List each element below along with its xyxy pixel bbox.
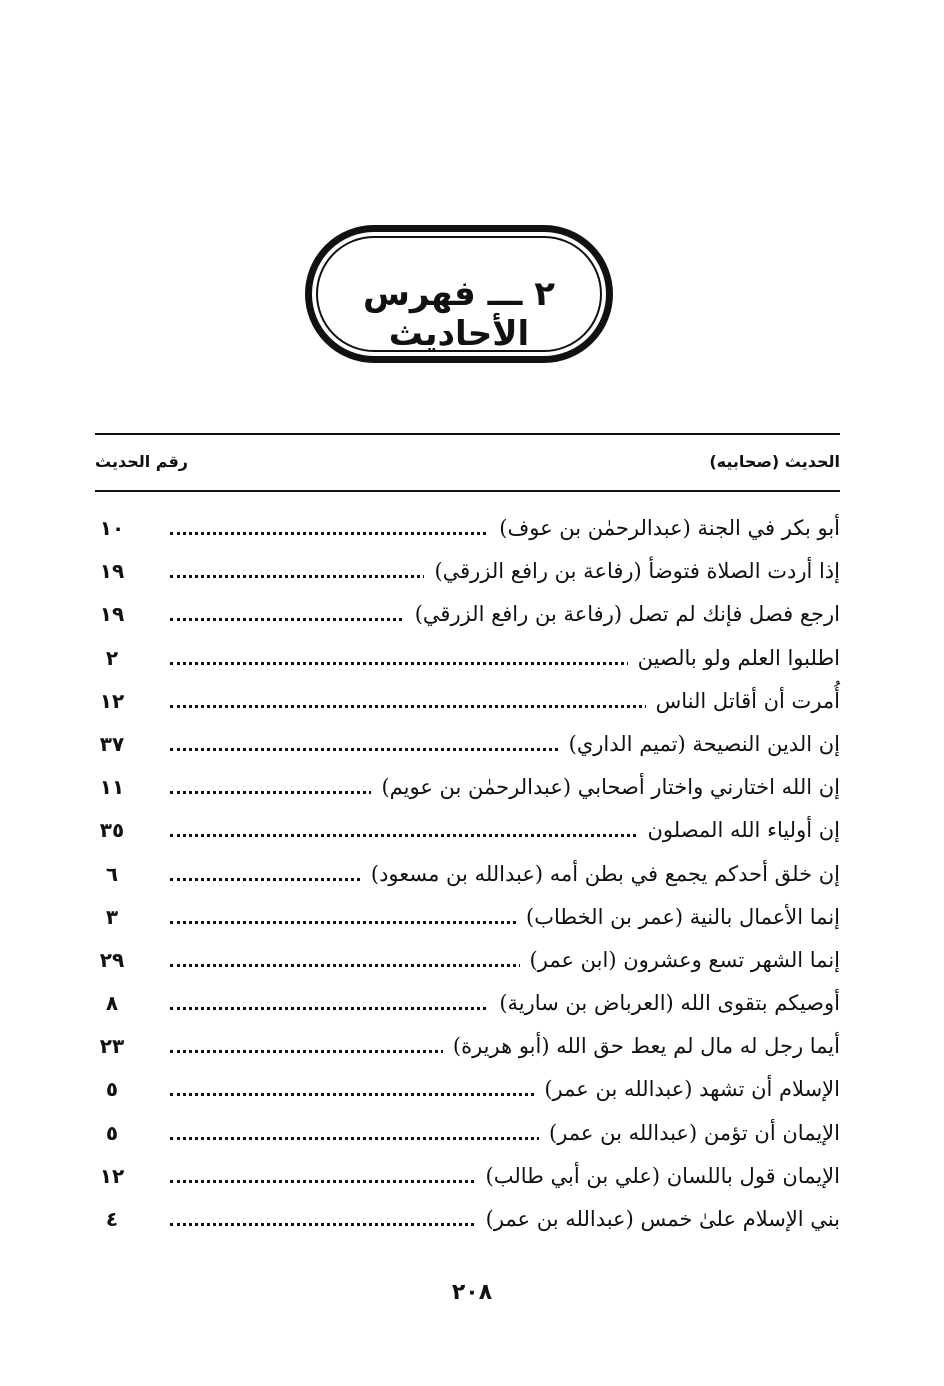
list-item xyxy=(95,726,840,769)
list-item xyxy=(95,1158,840,1201)
hadith-text: الإيمان أن تؤمن (عبدالله بن عمر) xyxy=(539,1121,840,1145)
list-item xyxy=(95,596,840,639)
hadith-text: إن أولياء الله المصلون xyxy=(637,818,840,842)
page-number: ٢٠٨ xyxy=(451,1280,493,1305)
chapter-title-frame xyxy=(305,225,613,363)
hadith-text: أوصيكم بتقوى الله (العرباض بن سارية) xyxy=(489,991,840,1015)
hadith-number: ٣ xyxy=(105,904,119,929)
list-item xyxy=(95,1201,840,1244)
hadith-text: إن خلق أحدكم يجمع في بطن أمه (عبدالله بن مسعود) xyxy=(361,862,840,886)
chapter-title: ٢ ـــ فهرس الأحاديث xyxy=(362,274,556,354)
index-header xyxy=(95,452,840,482)
hadith-text: أُمرت أن أقاتل الناس xyxy=(646,689,840,713)
hadith-number: ٤ xyxy=(105,1207,119,1231)
hadith-text: أيما رجل له مال لم يعط حق الله (أبو هريرة) xyxy=(443,1034,840,1058)
list-item xyxy=(95,1028,840,1071)
hadith-number: ٨ xyxy=(105,991,119,1016)
hadith-text: الإسلام أن تشهد (عبدالله بن عمر) xyxy=(534,1077,840,1101)
hadith-text: أبو بكر في الجنة (عبدالرحمٰن بن عوف) xyxy=(489,516,840,540)
list-item xyxy=(95,510,840,553)
hadith-number: ٥ xyxy=(105,1120,119,1145)
hadith-number: ١٢ xyxy=(99,688,125,713)
header-rule xyxy=(95,490,840,492)
top-rule xyxy=(95,433,840,435)
hadith-number: ١٩ xyxy=(99,559,125,584)
hadith-number: ٣٥ xyxy=(99,818,125,843)
list-item xyxy=(95,856,840,899)
list-item xyxy=(95,769,840,812)
list-item xyxy=(95,1071,840,1114)
hadith-text: إنما الأعمال بالنية (عمر بن الخطاب) xyxy=(516,905,840,929)
list-item xyxy=(95,1115,840,1158)
number-column-header: رقم الحديث xyxy=(95,452,189,471)
hadith-text: إذا أردت الصلاة فتوضأ (رفاعة بن رافع الزرقي) xyxy=(424,559,840,583)
hadith-text: إنما الشهر تسع وعشرون (ابن عمر) xyxy=(520,948,840,972)
list-item xyxy=(95,985,840,1028)
list-item xyxy=(95,553,840,596)
hadith-number: ١٩ xyxy=(99,602,125,627)
hadith-text: إن الدين النصيحة (تميم الداري) xyxy=(559,732,840,756)
hadith-number: ٣٧ xyxy=(99,731,125,756)
hadith-number: ٥ xyxy=(105,1077,119,1102)
hadith-number: ١٢ xyxy=(99,1163,125,1188)
hadith-text: بني الإسلام علىٰ خمس (عبدالله بن عمر) xyxy=(476,1207,840,1231)
hadith-number: ٢٣ xyxy=(99,1034,125,1059)
hadith-text: إن الله اختارني واختار أصحابي (عبدالرحمٰن بن عويم) xyxy=(371,775,840,799)
list-item xyxy=(95,899,840,942)
list-item xyxy=(95,683,840,726)
hadith-column-header: الحديث (صحابيه) xyxy=(709,452,840,471)
hadith-number: ١١ xyxy=(99,775,125,800)
hadith-text: اطلبوا العلم ولو بالصين xyxy=(628,646,840,670)
list-item xyxy=(95,942,840,985)
hadith-number: ٢ xyxy=(105,645,119,670)
hadith-number: ١٠ xyxy=(99,516,125,540)
list-item xyxy=(95,640,840,683)
list-item xyxy=(95,812,840,855)
hadith-text: ارجع فصل فإنك لم تصل (رفاعة بن رافع الزرقي) xyxy=(405,602,840,626)
hadith-number: ٦ xyxy=(105,861,119,886)
index-list xyxy=(95,510,840,1244)
hadith-number: ٢٩ xyxy=(99,947,125,972)
hadith-text: الإيمان قول باللسان (علي بن أبي طالب) xyxy=(476,1164,840,1188)
